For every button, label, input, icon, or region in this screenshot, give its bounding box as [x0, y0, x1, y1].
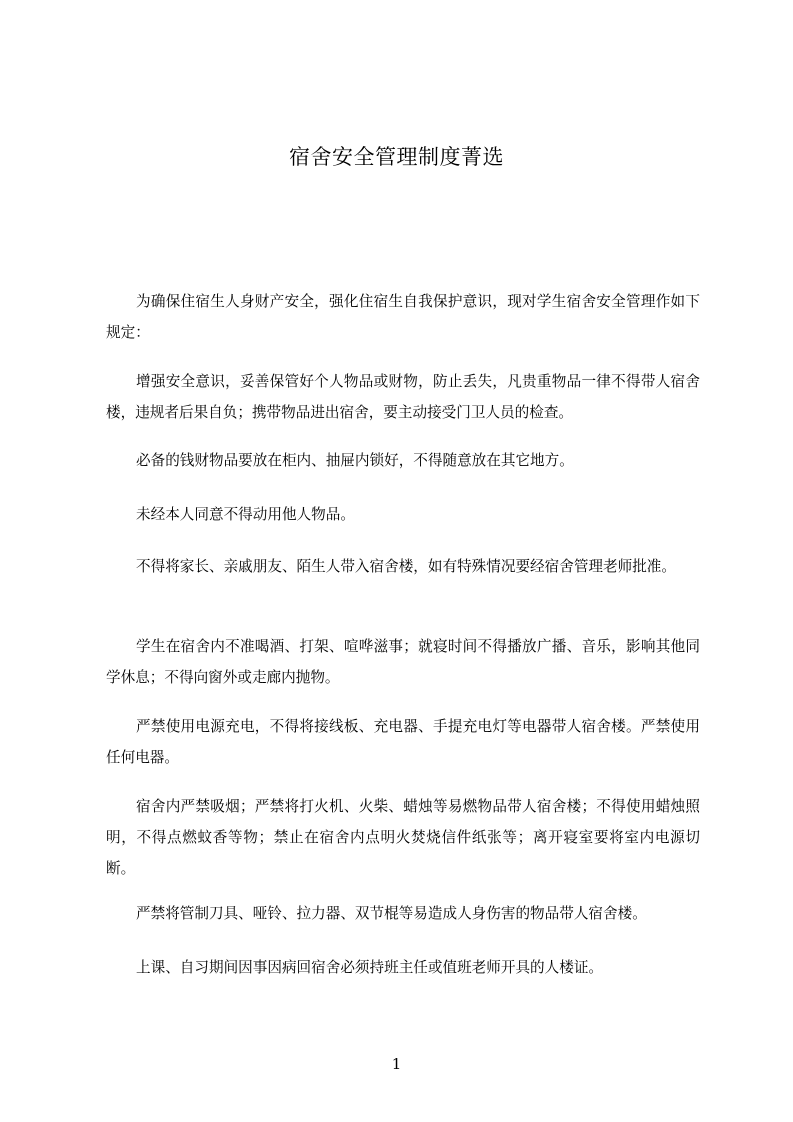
- paragraph-rule-7: 宿舍内严禁吸烟；严禁将打火机、火柴、蜡烛等易燃物品带人宿舍楼；不得使用蜡烛照明，不得点燃蚊香等物；禁止在宿舍内点明火焚烧信件纸张等；离开寝室要将室内电源切断。: [106, 798, 700, 877]
- paragraph-rule-4: 不得将家长、亲戚朋友、陌生人带入宿舍楼，如有特殊情况要经宿舍管理老师批准。: [136, 558, 676, 575]
- paragraph-rule-9: 上课、自习期间因事因病回宿舍必须持班主任或值班老师开具的人楼证。: [136, 959, 604, 976]
- paragraph-rule-8: 严禁将管制刀具、哑铃、拉力器、双节棍等易造成人身伤害的物品带人宿舍楼。: [136, 905, 647, 922]
- paragraph-intro: 为确保住宿生人身财产安全，强化住宿生自我保护意识，现对学生宿舍安全管理作如下规定：: [106, 293, 700, 341]
- paragraph-rule-5: 学生在宿舍内不准喝酒、打架、喧哗滋事；就寝时间不得播放广播、音乐，影响其他同学休息；不得向窗外或走廊内抛物。: [106, 638, 700, 686]
- paragraph-rule-2: 必备的钱财物品要放在柜内、抽屉内锁好，不得随意放在其它地方。: [136, 452, 574, 469]
- paragraph-rule-1: 增强安全意识，妥善保管好个人物品或财物，防止丢失，凡贵重物品一律不得带人宿舍楼，违规者后果自负；携带物品进出宿舍，要主动接受门卫人员的检查。: [106, 373, 700, 421]
- document-title: 宿舍安全管理制度菁选: [289, 145, 504, 169]
- paragraph-rule-6: 严禁使用电源充电，不得将接线板、充电器、手提充电灯等电器带人宿舍楼。严禁使用任何电器。: [106, 718, 700, 766]
- paragraph-rule-3: 未经本人同意不得动用他人物品。: [136, 506, 355, 523]
- page-number: 1: [391, 1055, 402, 1073]
